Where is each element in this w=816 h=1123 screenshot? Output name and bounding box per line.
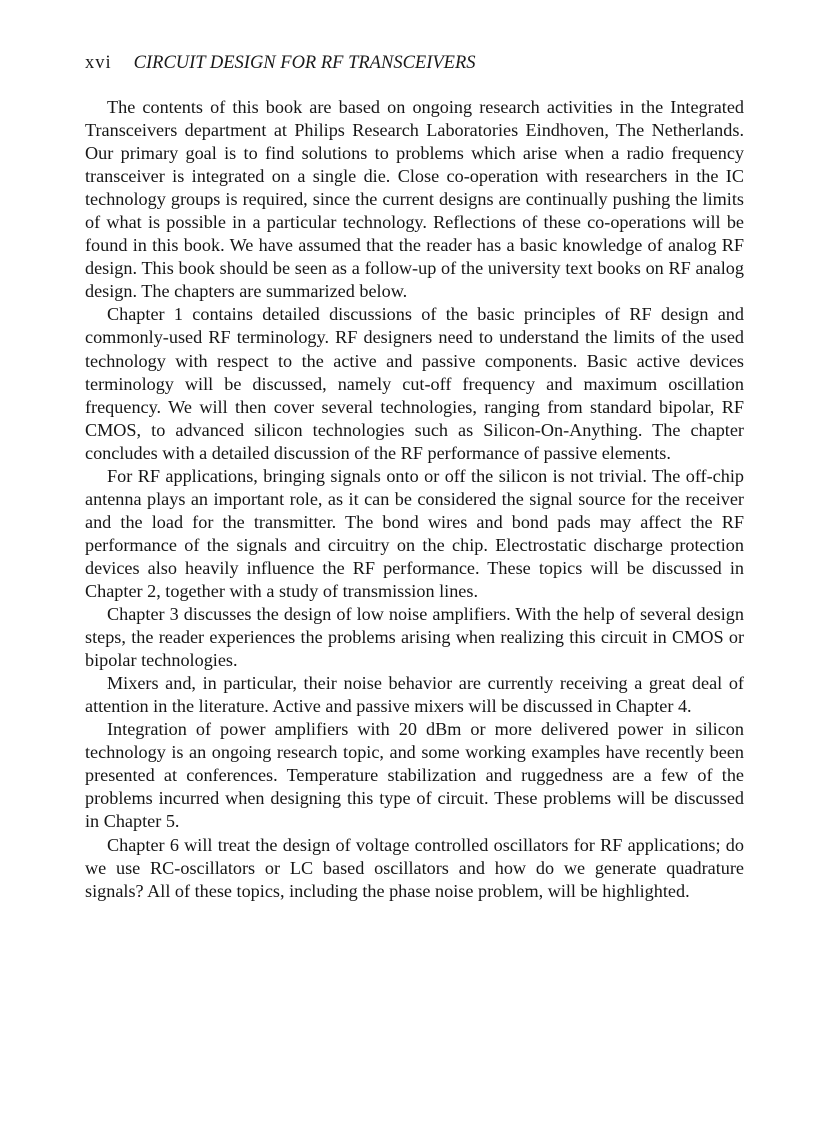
paragraph-chapter-4: Mixers and, in particular, their noise behavior are currently receiving a great deal of attention in the literature. Active and passive mixers will be discussed in Chapter 4. bbox=[85, 673, 744, 717]
body-text bbox=[85, 96, 744, 903]
paragraph-chapter-3: Chapter 3 discusses the design of low noise amplifiers. With the help of several design steps, the reader experiences the problems arising when realizing this circuit in CMOS or bipolar technologies. bbox=[85, 604, 744, 671]
paragraph-chapter-5: Integration of power amplifiers with 20 dBm or more delivered power in silicon technology is an ongoing research topic, and some working examples have recently been presented at conferences. Temperature stabilization and ruggedness are a few of the problems incurred when designing this type of circuit. These problems will be discussed in Chapter 5. bbox=[85, 719, 744, 832]
paragraph-chapter-6: Chapter 6 will treat the design of voltage controlled oscillators for RF applications; do we use RC-oscillators or LC based oscillators and how do we generate quadrature signals? All of these topics, including the phase noise problem, will be highlighted. bbox=[85, 834, 744, 901]
paragraph-introduction: The contents of this book are based on ongoing research activities in the Integrated Transceivers department at Philips Research Laboratories Eindhoven, The Netherlands. Our primary goal is to find solutions to problems which arise when a radio frequency transceiver is integrated on a single die. Close co-operation with researchers in the IC technology groups is required, since the current designs are continually pushing the limits of what is possible in a particular technology. Reflections of these co-operations will be found in this book. We have assumed that the reader has a basic knowledge of analog RF design. This book should be seen as a follow-up of the university text books on RF analog design. The chapters are summarized below. bbox=[85, 97, 744, 302]
running-head bbox=[85, 53, 476, 74]
paragraph-chapter-2: For RF applications, bringing signals onto or off the silicon is not trivial. The off-chip antenna plays an important role, as it can be considered the signal source for the receiver and the load for the transmitter. The bond wires and bond pads may affect the RF performance of the signals and circuitry on the chip. Electrostatic discharge protection devices also heavily influence the RF performance. These topics will be discussed in Chapter 2, together with a study of transmission lines. bbox=[85, 465, 744, 601]
paragraph-chapter-1: Chapter 1 contains detailed discussions of the basic principles of RF design and commonly-used RF terminology. RF designers need to understand the limits of the used technology with respect to the active and passive components. Basic active devices terminology will be discussed, namely cut-off frequency and maximum oscillation frequency. We will then cover several technologies, ranging from standard bipolar, RF CMOS, to advanced silicon technologies such as Silicon-On-Anything. The chapter concludes with a detailed discussion of the RF performance of passive elements. bbox=[85, 304, 744, 463]
book-title: CIRCUIT DESIGN FOR RF TRANSCEIVERS bbox=[133, 53, 476, 73]
page-number: xvi bbox=[85, 53, 112, 73]
